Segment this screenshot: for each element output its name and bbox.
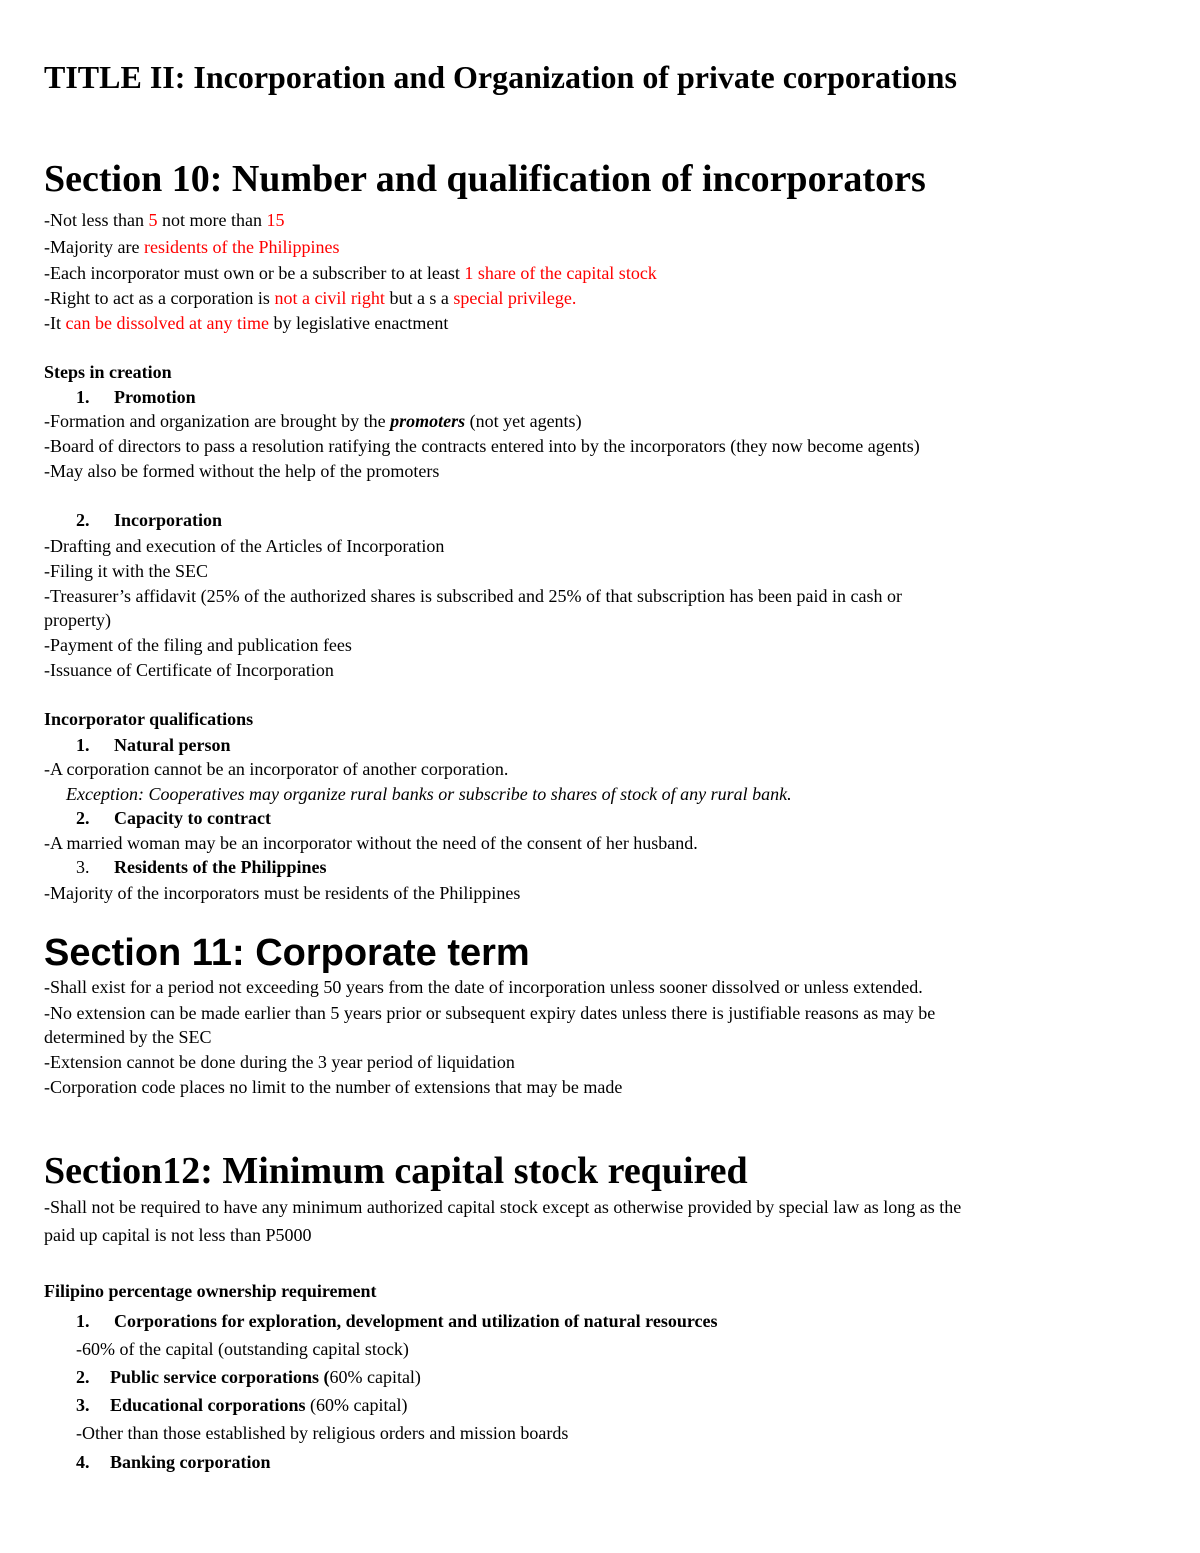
residents-line-1: -Majority of the incorporators must be residents of the Philippines [44,883,521,903]
natural-person-exception: Exception: Cooperatives may organize rural banks or subscribe to shares of stock of any rural bank. [66,784,792,804]
s10-line-2: -Majority are residents of the Philippines [44,237,340,257]
promotion-line-1: -Formation and organization are brought by the promoters (not yet agents) [44,411,582,431]
filipino-ownership-heading: Filipino percentage ownership requirement [44,1281,377,1301]
incorporation-line-5: -Payment of the filing and publication fees [44,635,352,655]
incorporation-line-2: -Filing it with the SEC [44,561,209,581]
incorporation-line-4: property) [44,610,111,630]
s11-line-3: determined by the SEC [44,1027,212,1047]
s11-line-4: -Extension cannot be done during the 3 year period of liquidation [44,1052,515,1072]
ownership-item-3-line: -Other than those established by religious orders and mission boards [76,1423,569,1443]
promotion-line-2: -Board of directors to pass a resolution ratifying the contracts entered into by the incorporators (they now become agents) [44,436,920,456]
qual-capacity-to-contract: 2. Capacity to contract [76,808,271,828]
qualifications-heading: Incorporator qualifications [44,709,254,729]
step-promotion: 1. Promotion [76,387,196,407]
qual-natural-person: 1. Natural person [76,735,231,755]
document-title: TITLE II: Incorporation and Organization of private corporations [44,59,957,95]
s11-line-1: -Shall exist for a period not exceeding 50 years from the date of incorporation unless sooner dissolved or unless extended. [44,977,923,997]
ownership-item-3: 3. Educational corporations (60% capital) [76,1395,408,1415]
section-12-heading: Section12: Minimum capital stock required [44,1150,748,1192]
natural-person-line-1: -A corporation cannot be an incorporator of another corporation. [44,759,509,779]
ownership-item-4: 4. Banking corporation [76,1452,271,1472]
s12-line-1: -Shall not be required to have any minimum authorized capital stock except as otherwise provided by special law as long as the [44,1197,962,1217]
s11-line-2: -No extension can be made earlier than 5 years prior or subsequent expiry dates unless there is justifiable reasons as may be [44,1003,936,1023]
capacity-line-1: -A married woman may be an incorporator without the need of the consent of her husband. [44,833,698,853]
section-11-heading: Section 11: Corporate term [44,932,530,974]
qual-residents: 3. Residents of the Philippines [76,857,327,877]
promotion-line-3: -May also be formed without the help of the promoters [44,461,440,481]
ownership-item-1-line: -60% of the capital (outstanding capital stock) [76,1339,409,1359]
s11-line-5: -Corporation code places no limit to the number of extensions that may be made [44,1077,623,1097]
steps-heading: Steps in creation [44,362,172,382]
step-incorporation: 2. Incorporation [76,510,222,530]
incorporation-line-3: -Treasurer’s affidavit (25% of the authorized shares is subscribed and 25% of that subscription has been paid in cash or [44,586,902,606]
s10-line-3: -Each incorporator must own or be a subscriber to at least 1 share of the capital stock [44,263,657,283]
s10-line-4: -Right to act as a corporation is not a civil right but a s a special privilege. [44,288,577,308]
incorporation-line-1: -Drafting and execution of the Articles of Incorporation [44,536,445,556]
s12-line-2: paid up capital is not less than P5000 [44,1225,312,1245]
s10-line-5: -It can be dissolved at any time by legislative enactment [44,313,449,333]
ownership-item-1: 1. Corporations for exploration, development and utilization of natural resources [76,1311,718,1331]
incorporation-line-6: -Issuance of Certificate of Incorporation [44,660,334,680]
s10-line-1: -Not less than 5 not more than 15 [44,210,285,230]
ownership-item-2: 2. Public service corporations (60% capital) [76,1367,421,1387]
section-10-heading: Section 10: Number and qualification of incorporators [44,158,926,200]
